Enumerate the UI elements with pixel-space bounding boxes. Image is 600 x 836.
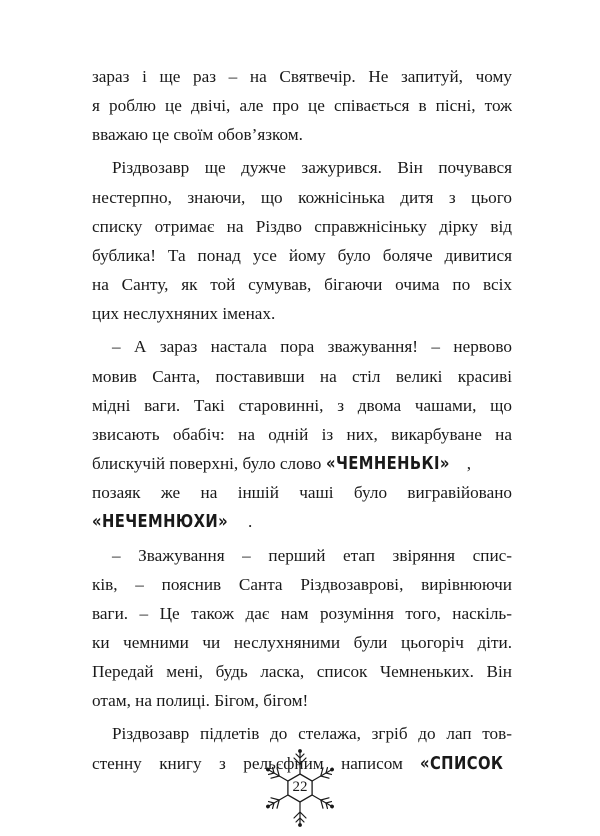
text-line: мідні ваги. Такі старовинні, з двома чашами, що	[92, 395, 512, 415]
text-line: списку отримає на Різдво справжнісіньку дірку від	[92, 216, 512, 236]
text-line: ки чемними чи неслухняними були цьогоріч діти.	[92, 632, 512, 652]
text-line: цих неслухняних іменах.	[92, 304, 276, 324]
text-line: звисають обабіч: на одній із них, викарбуване на	[92, 424, 512, 444]
text-line: ків, – пояснив Санта Різдвозаврові, вирівнюючи	[92, 574, 512, 594]
text-line: Різдвозавр підлетів до стелажа, згріб до лап тов-	[112, 724, 512, 744]
text-line: бублика! Та понад усе йому було боляче дивитися	[92, 245, 512, 265]
text-line: позаяк же на іншій чаші було вигравійовано	[92, 483, 512, 503]
text-line: я роблю це двічі, але про це співається в пісні, тож	[92, 96, 512, 116]
page-number: 22	[292, 779, 308, 795]
paragraph-4	[92, 541, 512, 716]
text-run: блискучій поверхні, було слово	[92, 454, 322, 474]
page-footer	[255, 748, 345, 828]
text-line: вважаю це своїм обов’язком.	[92, 125, 303, 145]
text-run: стенну книгу з рельєфним написом	[92, 753, 403, 773]
comma: ,	[466, 454, 471, 474]
text-line: зараз і ще раз – на Святвечір. Не запитуй, чому	[92, 67, 512, 86]
stamp-word-chemnenki: «ЧЕМНЕНЬКІ»	[325, 453, 450, 475]
text-line	[92, 507, 512, 536]
text-line: нестерпно, знаючи, що кожнісінька дитя з цього	[92, 187, 512, 207]
body-text	[92, 62, 512, 782]
text-line: Різдвозавр ще дужче зажурився. Він почувався	[112, 158, 512, 178]
stamp-word-spysok: «СПИСОК	[420, 752, 504, 774]
paragraph-1	[92, 62, 512, 149]
text-line: отам, на полиці. Бігом, бігом!	[92, 691, 309, 711]
paragraph-2	[92, 153, 512, 328]
text-line: мовив Санта, поставивши на стіл великі красиві	[92, 366, 512, 386]
text-line	[92, 449, 512, 478]
paragraph-3	[92, 332, 512, 536]
stamp-word-nechemniukhy: «НЕЧЕМНЮХИ»	[92, 511, 229, 533]
text-line: на Санту, як той сумував, бігаючи очима по всіх	[92, 275, 512, 295]
text-line: – А зараз настала пора зважування! – нервово	[112, 337, 512, 357]
text-line: ваги. – Це також дає нам розуміння того, наскіль-	[92, 603, 512, 623]
period: .	[248, 512, 253, 532]
text-line: Передай мені, будь ласка, список Чемненьких. Він	[92, 662, 512, 682]
text-line: – Зважування – перший етап звіряння спис-	[112, 545, 512, 565]
